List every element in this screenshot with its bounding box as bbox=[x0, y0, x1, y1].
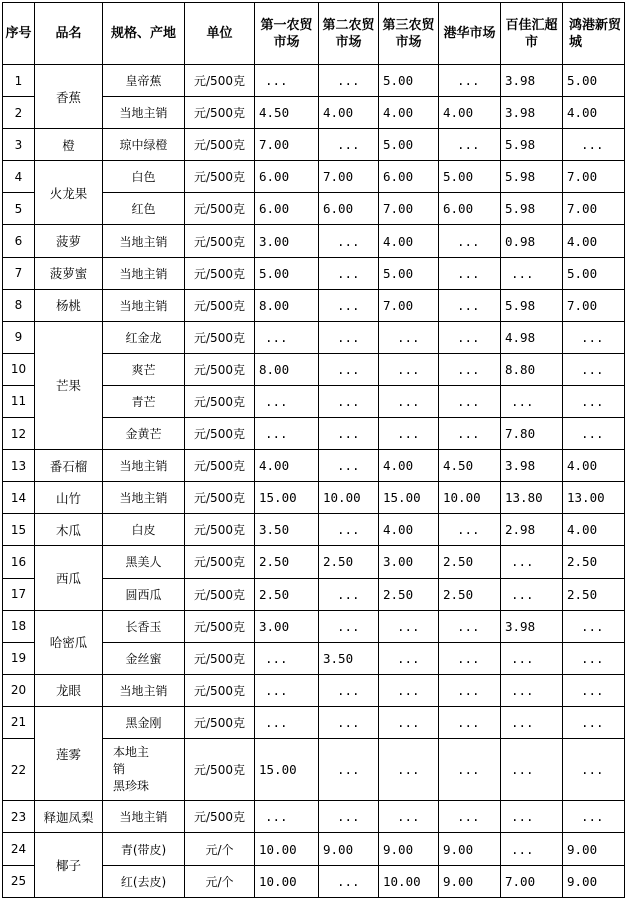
unit: 元/500克 bbox=[185, 161, 255, 193]
row-number: 12 bbox=[3, 418, 35, 450]
price-market-4: 2.50 bbox=[439, 578, 501, 610]
header-row bbox=[3, 3, 625, 65]
row-number: 18 bbox=[3, 610, 35, 642]
header-market-5: 百佳汇超市 bbox=[501, 3, 563, 65]
price-market-5: 2.98 bbox=[501, 514, 563, 546]
price-market-3: 4.00 bbox=[379, 97, 439, 129]
product-spec: 金黄芒 bbox=[103, 418, 185, 450]
product-spec: 长香玉 bbox=[103, 610, 185, 642]
product-name: 椰子 bbox=[35, 833, 103, 898]
price-market-1: 8.00 bbox=[255, 353, 319, 385]
unit: 元/500克 bbox=[185, 353, 255, 385]
price-market-2: 4.00 bbox=[319, 97, 379, 129]
product-name: 释迦凤梨 bbox=[35, 801, 103, 833]
row-number: 2 bbox=[3, 97, 35, 129]
unit: 元/500克 bbox=[185, 514, 255, 546]
price-market-5: 4.98 bbox=[501, 321, 563, 353]
price-market-2: ... bbox=[319, 610, 379, 642]
header-market-2: 第二农贸市场 bbox=[319, 3, 379, 65]
unit: 元/500克 bbox=[185, 385, 255, 417]
product-spec: 金丝蜜 bbox=[103, 642, 185, 674]
price-market-2: ... bbox=[319, 385, 379, 417]
price-market-5: ... bbox=[501, 706, 563, 738]
price-market-4: ... bbox=[439, 65, 501, 97]
product-spec: 白皮 bbox=[103, 514, 185, 546]
price-market-2: 3.50 bbox=[319, 642, 379, 674]
price-market-2: ... bbox=[319, 514, 379, 546]
header-spec: 规格、产地 bbox=[103, 3, 185, 65]
product-spec: 黑美人 bbox=[103, 546, 185, 578]
price-market-1: 6.00 bbox=[255, 161, 319, 193]
price-market-3: 4.00 bbox=[379, 450, 439, 482]
product-spec: 当地主销 bbox=[103, 450, 185, 482]
table-row bbox=[3, 129, 625, 161]
product-spec: 爽芒 bbox=[103, 353, 185, 385]
price-market-3: 6.00 bbox=[379, 161, 439, 193]
price-market-3: 7.00 bbox=[379, 193, 439, 225]
price-market-4: ... bbox=[439, 289, 501, 321]
price-market-6: 4.00 bbox=[563, 97, 625, 129]
table-row bbox=[3, 801, 625, 833]
table-row bbox=[3, 610, 625, 642]
price-market-4: 5.00 bbox=[439, 161, 501, 193]
price-market-3: ... bbox=[379, 801, 439, 833]
price-market-6: ... bbox=[563, 706, 625, 738]
price-market-6: 9.00 bbox=[563, 865, 625, 897]
price-market-2: 10.00 bbox=[319, 482, 379, 514]
price-market-5: 3.98 bbox=[501, 450, 563, 482]
price-market-2: 9.00 bbox=[319, 833, 379, 865]
price-market-5: 0.98 bbox=[501, 225, 563, 257]
product-name: 菠萝 bbox=[35, 225, 103, 257]
price-market-6: 7.00 bbox=[563, 193, 625, 225]
price-market-1: 4.50 bbox=[255, 97, 319, 129]
unit: 元/500克 bbox=[185, 706, 255, 738]
price-market-3: ... bbox=[379, 706, 439, 738]
product-name: 菠萝蜜 bbox=[35, 257, 103, 289]
price-market-6: 5.00 bbox=[563, 257, 625, 289]
price-table bbox=[2, 2, 625, 898]
price-market-6: 2.50 bbox=[563, 578, 625, 610]
price-market-4: ... bbox=[439, 674, 501, 706]
price-market-2: 7.00 bbox=[319, 161, 379, 193]
price-market-5: 7.00 bbox=[501, 865, 563, 897]
price-market-1: ... bbox=[255, 674, 319, 706]
table-row bbox=[3, 706, 625, 738]
price-market-1: ... bbox=[255, 385, 319, 417]
product-spec: 当地主销 bbox=[103, 674, 185, 706]
price-market-1: 5.00 bbox=[255, 257, 319, 289]
price-market-2: ... bbox=[319, 674, 379, 706]
product-spec: 青(带皮) bbox=[103, 833, 185, 865]
price-market-3: ... bbox=[379, 418, 439, 450]
row-number: 19 bbox=[3, 642, 35, 674]
price-market-5: 7.80 bbox=[501, 418, 563, 450]
price-market-4: ... bbox=[439, 514, 501, 546]
price-market-4: ... bbox=[439, 353, 501, 385]
price-market-3: ... bbox=[379, 642, 439, 674]
price-market-6: 5.00 bbox=[563, 65, 625, 97]
price-market-1: 3.50 bbox=[255, 514, 319, 546]
row-number: 23 bbox=[3, 801, 35, 833]
row-number: 17 bbox=[3, 578, 35, 610]
price-market-5: 5.98 bbox=[501, 193, 563, 225]
row-number: 5 bbox=[3, 193, 35, 225]
price-market-2: ... bbox=[319, 225, 379, 257]
unit: 元/500克 bbox=[185, 289, 255, 321]
table-body bbox=[3, 65, 625, 898]
header-no: 序号 bbox=[3, 3, 35, 65]
price-market-6: 7.00 bbox=[563, 289, 625, 321]
price-market-6: ... bbox=[563, 385, 625, 417]
price-market-5: 5.98 bbox=[501, 289, 563, 321]
unit: 元/500克 bbox=[185, 801, 255, 833]
price-market-3: 10.00 bbox=[379, 865, 439, 897]
price-market-2: ... bbox=[319, 321, 379, 353]
table-row bbox=[3, 546, 625, 578]
price-market-2: ... bbox=[319, 418, 379, 450]
price-market-6: ... bbox=[563, 674, 625, 706]
price-market-1: 6.00 bbox=[255, 193, 319, 225]
unit: 元/500克 bbox=[185, 418, 255, 450]
price-market-4: ... bbox=[439, 801, 501, 833]
unit: 元/500克 bbox=[185, 225, 255, 257]
product-name: 龙眼 bbox=[35, 674, 103, 706]
product-spec: 红金龙 bbox=[103, 321, 185, 353]
price-market-1: 8.00 bbox=[255, 289, 319, 321]
price-market-5: ... bbox=[501, 801, 563, 833]
price-market-1: 15.00 bbox=[255, 482, 319, 514]
table-row bbox=[3, 161, 625, 193]
price-market-5: 3.98 bbox=[501, 97, 563, 129]
price-market-3: ... bbox=[379, 674, 439, 706]
price-market-3: 5.00 bbox=[379, 129, 439, 161]
price-market-4: 6.00 bbox=[439, 193, 501, 225]
price-market-1: ... bbox=[255, 418, 319, 450]
row-number: 20 bbox=[3, 674, 35, 706]
product-name: 莲雾 bbox=[35, 706, 103, 801]
product-spec: 当地主销 bbox=[103, 257, 185, 289]
row-number: 25 bbox=[3, 865, 35, 897]
price-market-1: 3.00 bbox=[255, 225, 319, 257]
row-number: 15 bbox=[3, 514, 35, 546]
header-name: 品名 bbox=[35, 3, 103, 65]
unit: 元/500克 bbox=[185, 482, 255, 514]
price-market-4: ... bbox=[439, 129, 501, 161]
header-market-3: 第三农贸市场 bbox=[379, 3, 439, 65]
price-market-1: 15.00 bbox=[255, 738, 319, 800]
product-name: 番石榴 bbox=[35, 450, 103, 482]
row-number: 3 bbox=[3, 129, 35, 161]
unit: 元/500克 bbox=[185, 193, 255, 225]
price-market-5: ... bbox=[501, 642, 563, 674]
price-market-6: ... bbox=[563, 418, 625, 450]
product-name: 哈密瓜 bbox=[35, 610, 103, 674]
product-name: 木瓜 bbox=[35, 514, 103, 546]
price-market-3: ... bbox=[379, 385, 439, 417]
row-number: 22 bbox=[3, 738, 35, 800]
price-market-1: ... bbox=[255, 801, 319, 833]
price-market-5: ... bbox=[501, 674, 563, 706]
header-market-1: 第一农贸市场 bbox=[255, 3, 319, 65]
unit: 元/500克 bbox=[185, 257, 255, 289]
table-row bbox=[3, 674, 625, 706]
price-market-6: ... bbox=[563, 321, 625, 353]
table-row bbox=[3, 833, 625, 865]
price-market-6: ... bbox=[563, 738, 625, 800]
table-row bbox=[3, 289, 625, 321]
price-market-5: 3.98 bbox=[501, 65, 563, 97]
product-spec: 当地主销 bbox=[103, 801, 185, 833]
price-market-2: ... bbox=[319, 257, 379, 289]
price-market-1: 10.00 bbox=[255, 865, 319, 897]
unit: 元/500克 bbox=[185, 642, 255, 674]
header-market-6: 鸿港新贸城 bbox=[563, 3, 625, 65]
table-row bbox=[3, 482, 625, 514]
price-market-5: ... bbox=[501, 385, 563, 417]
price-market-2: ... bbox=[319, 65, 379, 97]
price-market-4: ... bbox=[439, 321, 501, 353]
unit: 元/500克 bbox=[185, 450, 255, 482]
price-market-3: 5.00 bbox=[379, 65, 439, 97]
price-market-5: 8.80 bbox=[501, 353, 563, 385]
unit: 元/500克 bbox=[185, 674, 255, 706]
product-spec: 当地主销 bbox=[103, 225, 185, 257]
product-spec: 当地主销 bbox=[103, 289, 185, 321]
price-market-4: 9.00 bbox=[439, 833, 501, 865]
unit: 元/个 bbox=[185, 833, 255, 865]
price-market-2: ... bbox=[319, 450, 379, 482]
price-market-4: ... bbox=[439, 706, 501, 738]
price-market-3: ... bbox=[379, 610, 439, 642]
price-market-1: ... bbox=[255, 65, 319, 97]
price-market-2: 6.00 bbox=[319, 193, 379, 225]
price-market-6: ... bbox=[563, 129, 625, 161]
product-spec: 青芒 bbox=[103, 385, 185, 417]
price-market-2: ... bbox=[319, 353, 379, 385]
price-market-6: 7.00 bbox=[563, 161, 625, 193]
price-market-4: 4.00 bbox=[439, 97, 501, 129]
price-market-3: ... bbox=[379, 738, 439, 800]
price-market-2: ... bbox=[319, 738, 379, 800]
header-unit: 单位 bbox=[185, 3, 255, 65]
price-market-2: 2.50 bbox=[319, 546, 379, 578]
row-number: 14 bbox=[3, 482, 35, 514]
price-market-4: ... bbox=[439, 738, 501, 800]
price-market-5: 13.80 bbox=[501, 482, 563, 514]
table-row bbox=[3, 321, 625, 353]
price-market-3: 3.00 bbox=[379, 546, 439, 578]
price-market-4: ... bbox=[439, 418, 501, 450]
row-number: 4 bbox=[3, 161, 35, 193]
unit: 元/500克 bbox=[185, 129, 255, 161]
product-spec: 红(去皮) bbox=[103, 865, 185, 897]
price-market-6: ... bbox=[563, 801, 625, 833]
table-row bbox=[3, 65, 625, 97]
price-market-5: 5.98 bbox=[501, 129, 563, 161]
price-market-6: 13.00 bbox=[563, 482, 625, 514]
price-market-2: ... bbox=[319, 706, 379, 738]
price-market-5: 5.98 bbox=[501, 161, 563, 193]
price-market-6: ... bbox=[563, 642, 625, 674]
price-market-4: ... bbox=[439, 385, 501, 417]
price-market-1: 2.50 bbox=[255, 546, 319, 578]
price-market-5: ... bbox=[501, 833, 563, 865]
product-spec: 当地主销 bbox=[103, 97, 185, 129]
price-market-1: ... bbox=[255, 321, 319, 353]
price-market-5: 3.98 bbox=[501, 610, 563, 642]
row-number: 24 bbox=[3, 833, 35, 865]
price-market-2: ... bbox=[319, 129, 379, 161]
product-name: 西瓜 bbox=[35, 546, 103, 610]
price-market-2: ... bbox=[319, 801, 379, 833]
price-market-6: 9.00 bbox=[563, 833, 625, 865]
row-number: 11 bbox=[3, 385, 35, 417]
price-market-1: 7.00 bbox=[255, 129, 319, 161]
price-market-3: 15.00 bbox=[379, 482, 439, 514]
row-number: 1 bbox=[3, 65, 35, 97]
unit: 元/500克 bbox=[185, 578, 255, 610]
price-market-3: 4.00 bbox=[379, 514, 439, 546]
price-market-1: 4.00 bbox=[255, 450, 319, 482]
price-market-6: ... bbox=[563, 353, 625, 385]
product-spec: 黑金刚 bbox=[103, 706, 185, 738]
price-market-5: ... bbox=[501, 546, 563, 578]
table-row bbox=[3, 225, 625, 257]
price-market-3: 5.00 bbox=[379, 257, 439, 289]
row-number: 8 bbox=[3, 289, 35, 321]
product-spec: 红色 bbox=[103, 193, 185, 225]
unit: 元/500克 bbox=[185, 738, 255, 800]
price-market-3: ... bbox=[379, 321, 439, 353]
table-row bbox=[3, 450, 625, 482]
unit: 元/500克 bbox=[185, 610, 255, 642]
product-spec: 白色 bbox=[103, 161, 185, 193]
product-name: 杨桃 bbox=[35, 289, 103, 321]
row-number: 10 bbox=[3, 353, 35, 385]
price-market-4: ... bbox=[439, 225, 501, 257]
price-market-4: ... bbox=[439, 642, 501, 674]
unit: 元/500克 bbox=[185, 321, 255, 353]
product-spec: 圆西瓜 bbox=[103, 578, 185, 610]
price-market-1: 3.00 bbox=[255, 610, 319, 642]
price-market-2: ... bbox=[319, 865, 379, 897]
price-market-2: ... bbox=[319, 289, 379, 321]
price-market-5: ... bbox=[501, 257, 563, 289]
table-row bbox=[3, 257, 625, 289]
row-number: 6 bbox=[3, 225, 35, 257]
product-name: 山竹 bbox=[35, 482, 103, 514]
product-name: 香蕉 bbox=[35, 65, 103, 129]
price-market-2: ... bbox=[319, 578, 379, 610]
price-market-4: 4.50 bbox=[439, 450, 501, 482]
price-market-3: 7.00 bbox=[379, 289, 439, 321]
price-market-1: 2.50 bbox=[255, 578, 319, 610]
product-name: 芒果 bbox=[35, 321, 103, 449]
price-market-1: ... bbox=[255, 706, 319, 738]
row-number: 7 bbox=[3, 257, 35, 289]
price-market-4: ... bbox=[439, 257, 501, 289]
price-market-1: ... bbox=[255, 642, 319, 674]
row-number: 9 bbox=[3, 321, 35, 353]
price-market-4: 2.50 bbox=[439, 546, 501, 578]
row-number: 13 bbox=[3, 450, 35, 482]
price-market-6: 4.00 bbox=[563, 450, 625, 482]
product-name: 火龙果 bbox=[35, 161, 103, 225]
price-market-3: 9.00 bbox=[379, 833, 439, 865]
product-name: 橙 bbox=[35, 129, 103, 161]
product-spec: 本地主 销 黑珍珠 bbox=[103, 738, 185, 800]
table-row bbox=[3, 514, 625, 546]
price-market-4: 10.00 bbox=[439, 482, 501, 514]
row-number: 16 bbox=[3, 546, 35, 578]
price-market-3: 4.00 bbox=[379, 225, 439, 257]
price-market-4: ... bbox=[439, 610, 501, 642]
product-spec: 皇帝蕉 bbox=[103, 65, 185, 97]
price-market-6: 4.00 bbox=[563, 225, 625, 257]
price-market-6: 2.50 bbox=[563, 546, 625, 578]
header-market-4: 港华市场 bbox=[439, 3, 501, 65]
price-market-3: ... bbox=[379, 353, 439, 385]
product-spec: 琼中绿橙 bbox=[103, 129, 185, 161]
unit: 元/500克 bbox=[185, 546, 255, 578]
product-spec: 当地主销 bbox=[103, 482, 185, 514]
price-market-1: 10.00 bbox=[255, 833, 319, 865]
price-market-5: ... bbox=[501, 578, 563, 610]
price-market-6: 4.00 bbox=[563, 514, 625, 546]
price-market-3: 2.50 bbox=[379, 578, 439, 610]
row-number: 21 bbox=[3, 706, 35, 738]
unit: 元/500克 bbox=[185, 97, 255, 129]
unit: 元/个 bbox=[185, 865, 255, 897]
price-market-5: ... bbox=[501, 738, 563, 800]
unit: 元/500克 bbox=[185, 65, 255, 97]
price-market-4: 9.00 bbox=[439, 865, 501, 897]
price-market-6: ... bbox=[563, 610, 625, 642]
